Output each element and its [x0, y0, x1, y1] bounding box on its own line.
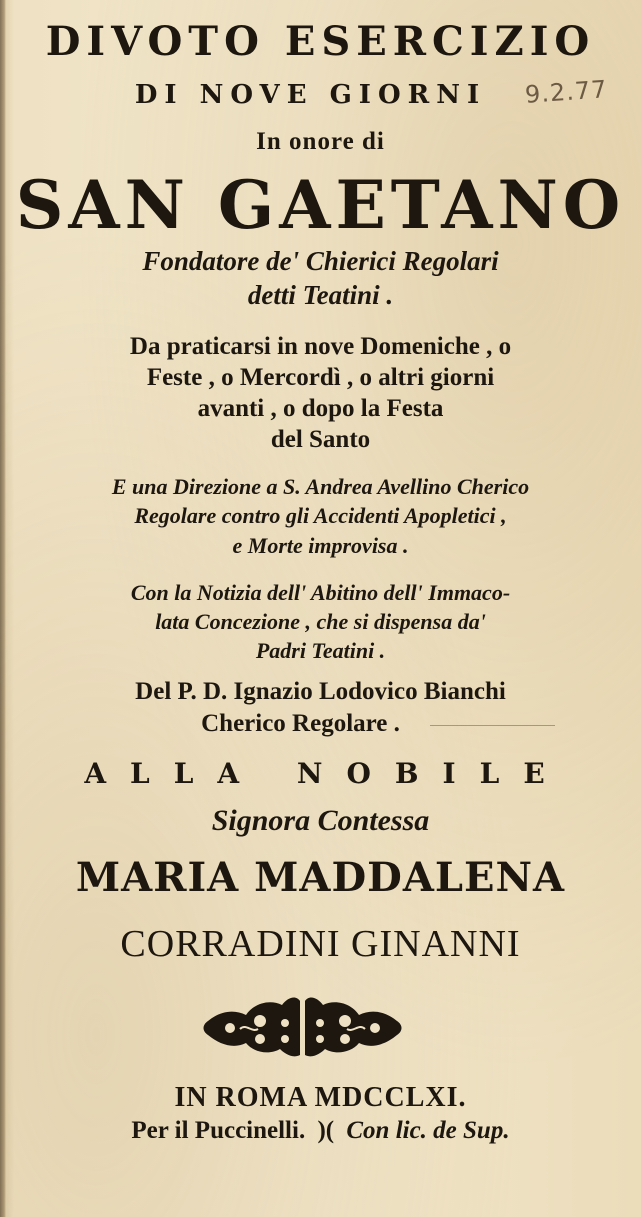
notice-line-2: lata Concezione , che si dispensa da': [155, 609, 486, 634]
handwritten-shelfmark: 9.2.77: [524, 75, 609, 109]
imprint-separator: )(: [317, 1117, 335, 1144]
dedication-line-4: CORRADINI GINANNI: [120, 923, 521, 965]
direction-line-3: e Morte improvisa .: [232, 533, 409, 558]
notice-line-1: Con la Notizia dell' Abitino dell' Immaco-: [130, 580, 511, 605]
title-line-1: DIVOTO ESERCIZIO: [45, 18, 596, 65]
imprint-printer: Per il Puccinelli.: [131, 1117, 306, 1144]
practice-line-3: avanti , o dopo la Festa: [197, 395, 444, 422]
printers-ornament-icon: [200, 993, 405, 1063]
author-line-1: Del P. D. Ignazio Lodovico Bianchi: [135, 678, 506, 705]
practice-line-2: Feste , o Mercordì , o altri giorni: [146, 364, 495, 391]
practice-line-1: Da praticarsi in nove Domeniche , o: [129, 333, 512, 360]
title-line-3: In onore di: [256, 128, 385, 155]
founder-line-2: detti Teatini .: [247, 280, 394, 310]
practice-line-4: del Santo: [270, 426, 371, 453]
imprint-line-2: [0, 1117, 641, 1145]
saint-name: SAN GAETANO: [15, 166, 626, 244]
notice-line-3: Padri Teatini .: [255, 638, 386, 663]
founder-line-1: Fondatore de' Chierici Regolari: [142, 246, 499, 276]
imprint-license: Con lic. de Sup.: [346, 1117, 510, 1144]
dedication-line-3: MARIA MADDALENA: [75, 854, 566, 901]
direction-line-2: Regolare contro gli Accidenti Apopletici ,: [134, 503, 507, 528]
author-line-2: Cherico Regolare .: [201, 710, 400, 737]
title-line-2: DI NOVE GIORNI: [134, 80, 487, 110]
author-rule: [430, 725, 555, 726]
dedication-line-2: Signora Contessa: [211, 804, 430, 837]
direction-line-1: E una Direzione a S. Andrea Avellino Cherico: [111, 474, 530, 499]
imprint-line-1: IN ROMA MDCCLXI.: [174, 1082, 467, 1113]
dedication-line-1: ALLA NOBILE: [84, 757, 569, 790]
